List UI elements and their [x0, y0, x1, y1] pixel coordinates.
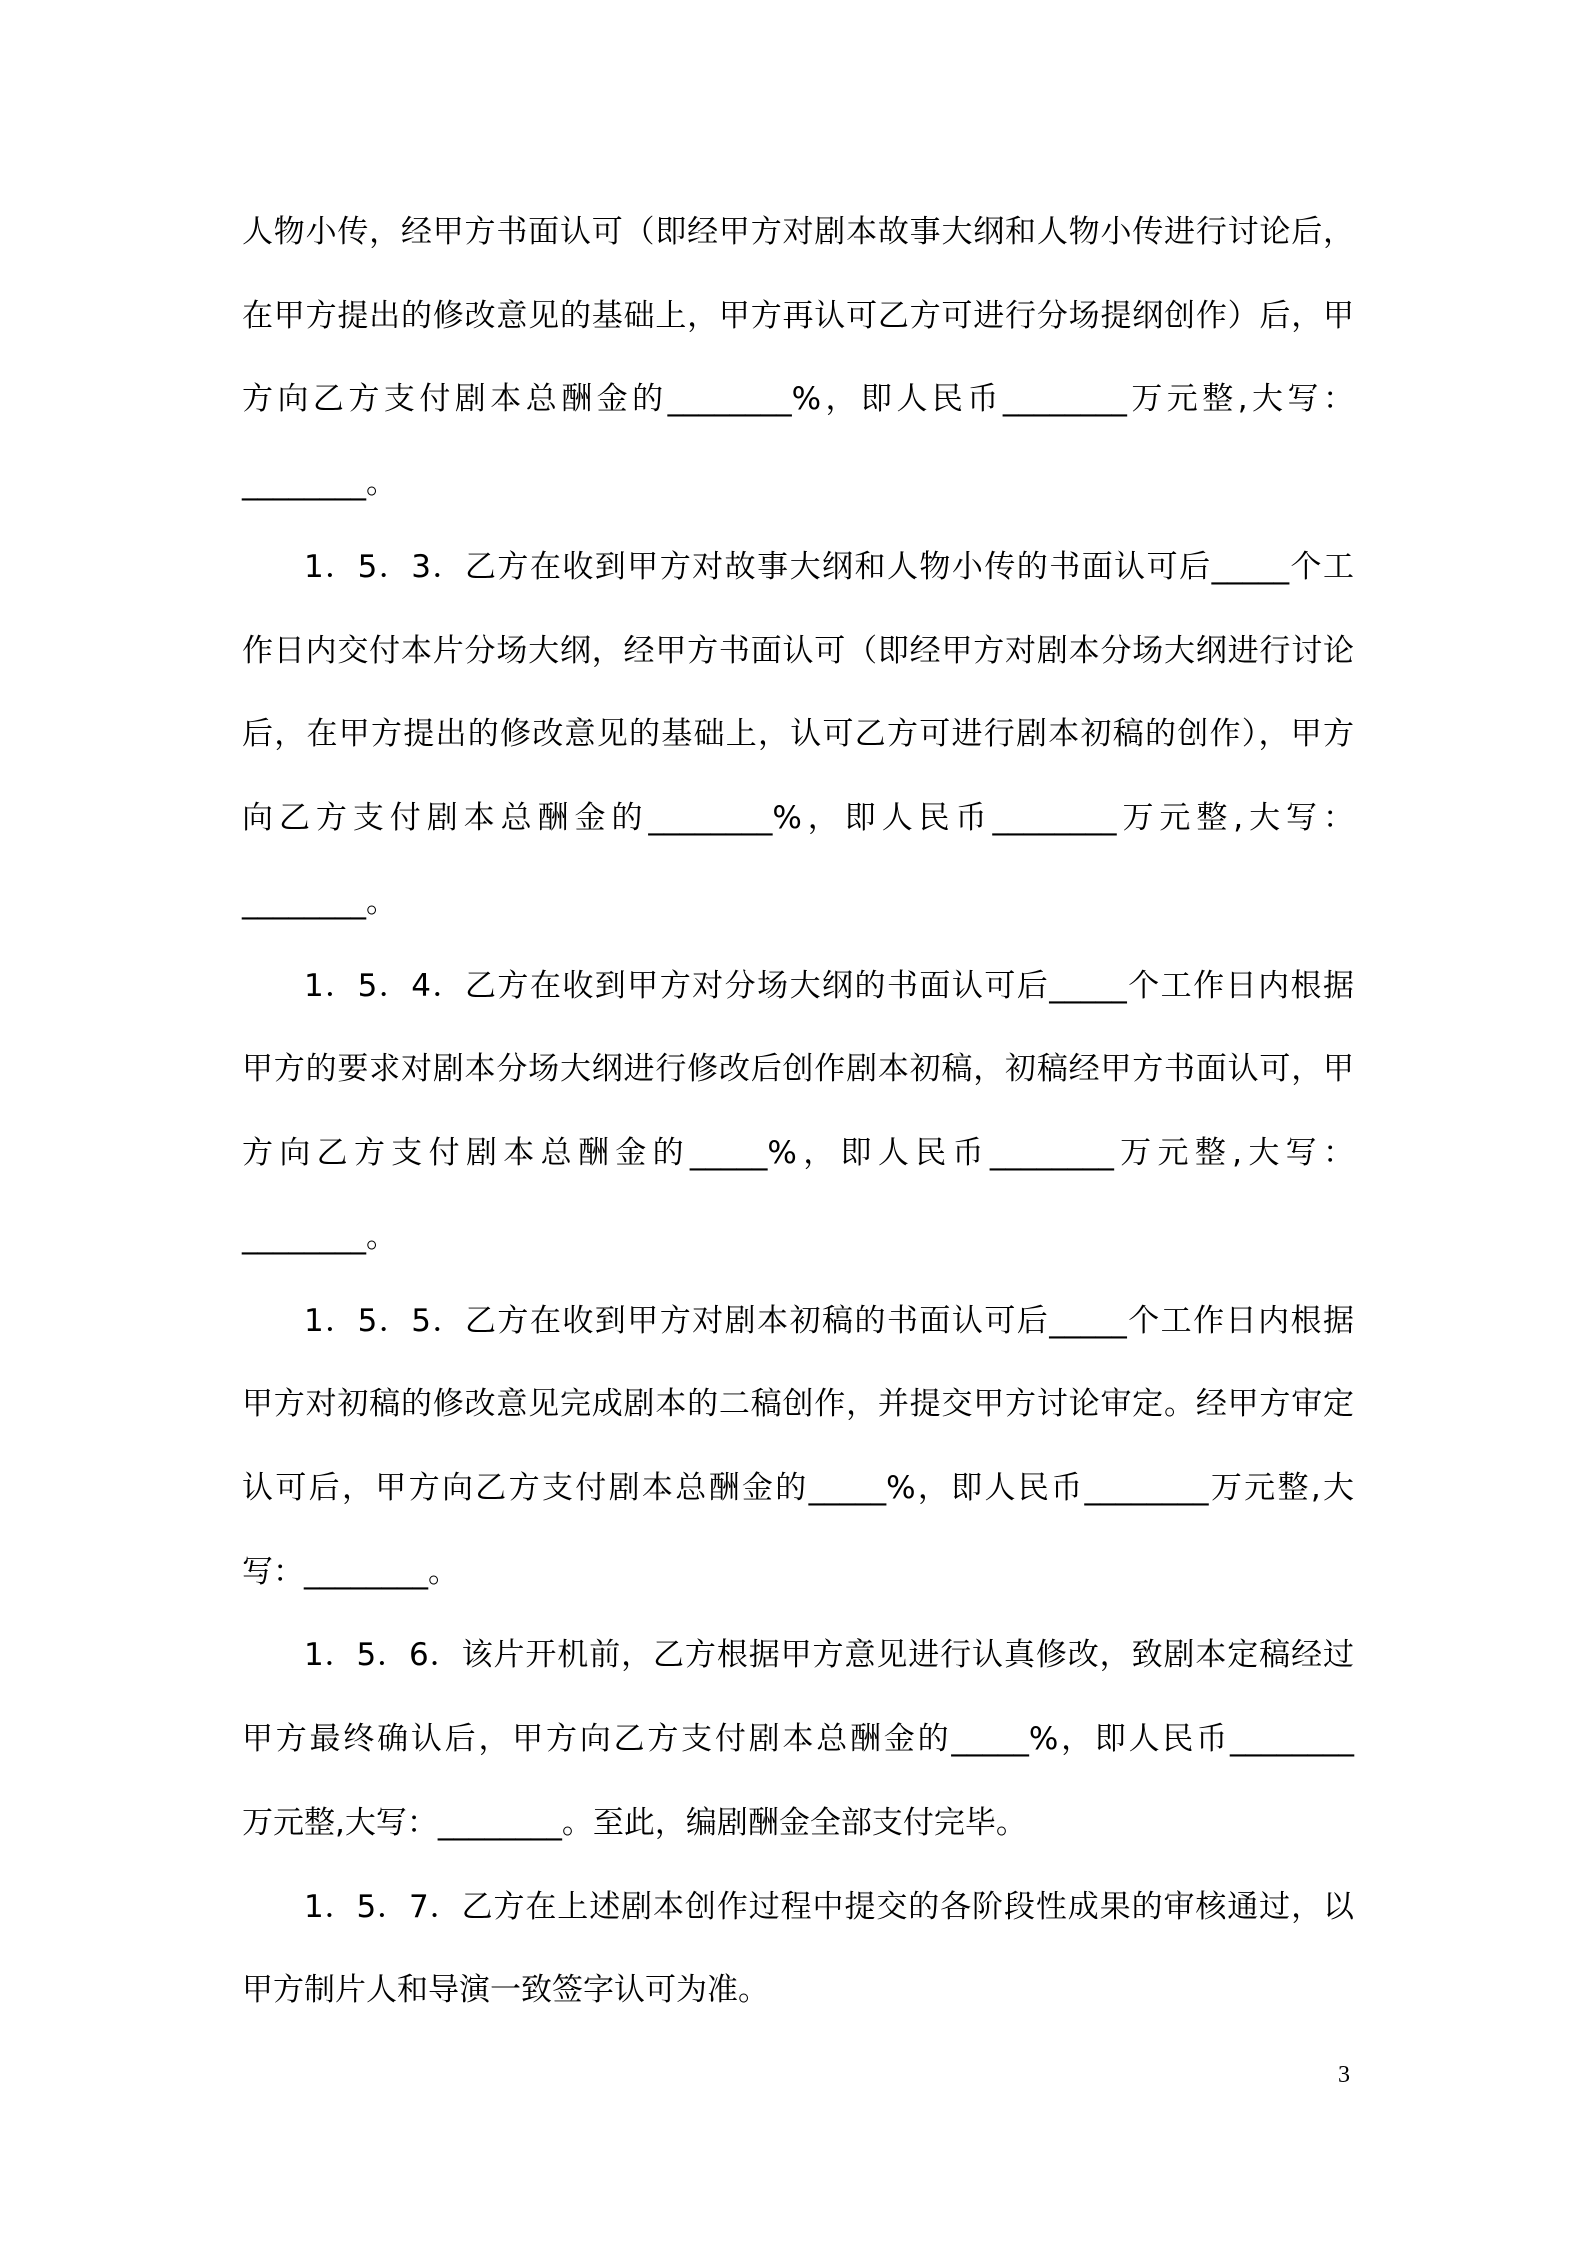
text-line: 向乙方支付剧本总酬金的________%，即人民币________万元整,大写： [242, 800, 1354, 836]
text-line: ________。 [242, 465, 397, 501]
clause-1-5-7-heading-line: 1．5．7．乙方在上述剧本创作过程中提交的各阶段性成果的审核通过，以 [304, 1889, 1354, 1925]
clause-1-5-5-heading-line: 1．5．5．乙方在收到甲方对剧本初稿的书面认可后_____个工作日内根据 [304, 1303, 1354, 1339]
text-line: 后，在甲方提出的修改意见的基础上，认可乙方可进行剧本初稿的创作），甲方 [242, 716, 1354, 752]
text-line: ________。 [242, 1219, 397, 1255]
text-line: 甲方对初稿的修改意见完成剧本的二稿创作，并提交甲方讨论审定。经甲方审定 [242, 1386, 1354, 1422]
text-line: 甲方最终确认后，甲方向乙方支付剧本总酬金的_____%，即人民币________ [242, 1721, 1354, 1757]
text-line: ________。 [242, 884, 397, 920]
clause-1-5-6-heading-line: 1．5．6．该片开机前，乙方根据甲方意见进行认真修改，致剧本定稿经过 [304, 1637, 1354, 1673]
text-line: 认可后，甲方向乙方支付剧本总酬金的_____%，即人民币________万元整,大 [242, 1470, 1354, 1506]
text-line: 甲方的要求对剧本分场大纲进行修改后创作剧本初稿，初稿经甲方书面认可，甲 [242, 1051, 1354, 1087]
text-line: 方向乙方支付剧本总酬金的________%，即人民币________万元整,大写： [242, 381, 1354, 417]
text-line: 人物小传，经甲方书面认可（即经甲方对剧本故事大纲和人物小传进行讨论后， [242, 214, 1354, 250]
text-line: 在甲方提出的修改意见的基础上，甲方再认可乙方可进行分场提纲创作）后，甲 [242, 298, 1354, 334]
text-line: 甲方制片人和导演一致签字认可为准。 [242, 1972, 769, 2008]
clause-1-5-4-heading-line: 1．5．4．乙方在收到甲方对分场大纲的书面认可后_____个工作日内根据 [304, 968, 1354, 1004]
clause-1-5-3-heading-line: 1．5．3．乙方在收到甲方对故事大纲和人物小传的书面认可后_____个工 [304, 549, 1354, 585]
text-line: 万元整,大写：________。至此，编剧酬金全部支付完毕。 [242, 1805, 1027, 1841]
page-number: 3 [1338, 2062, 1350, 2088]
text-line: 写：________。 [242, 1554, 459, 1590]
text-line: 方向乙方支付剧本总酬金的_____%，即人民币________万元整,大写： [242, 1135, 1354, 1171]
text-line: 作日内交付本片分场大纲，经甲方书面认可（即经甲方对剧本分场大纲进行讨论 [242, 633, 1354, 669]
